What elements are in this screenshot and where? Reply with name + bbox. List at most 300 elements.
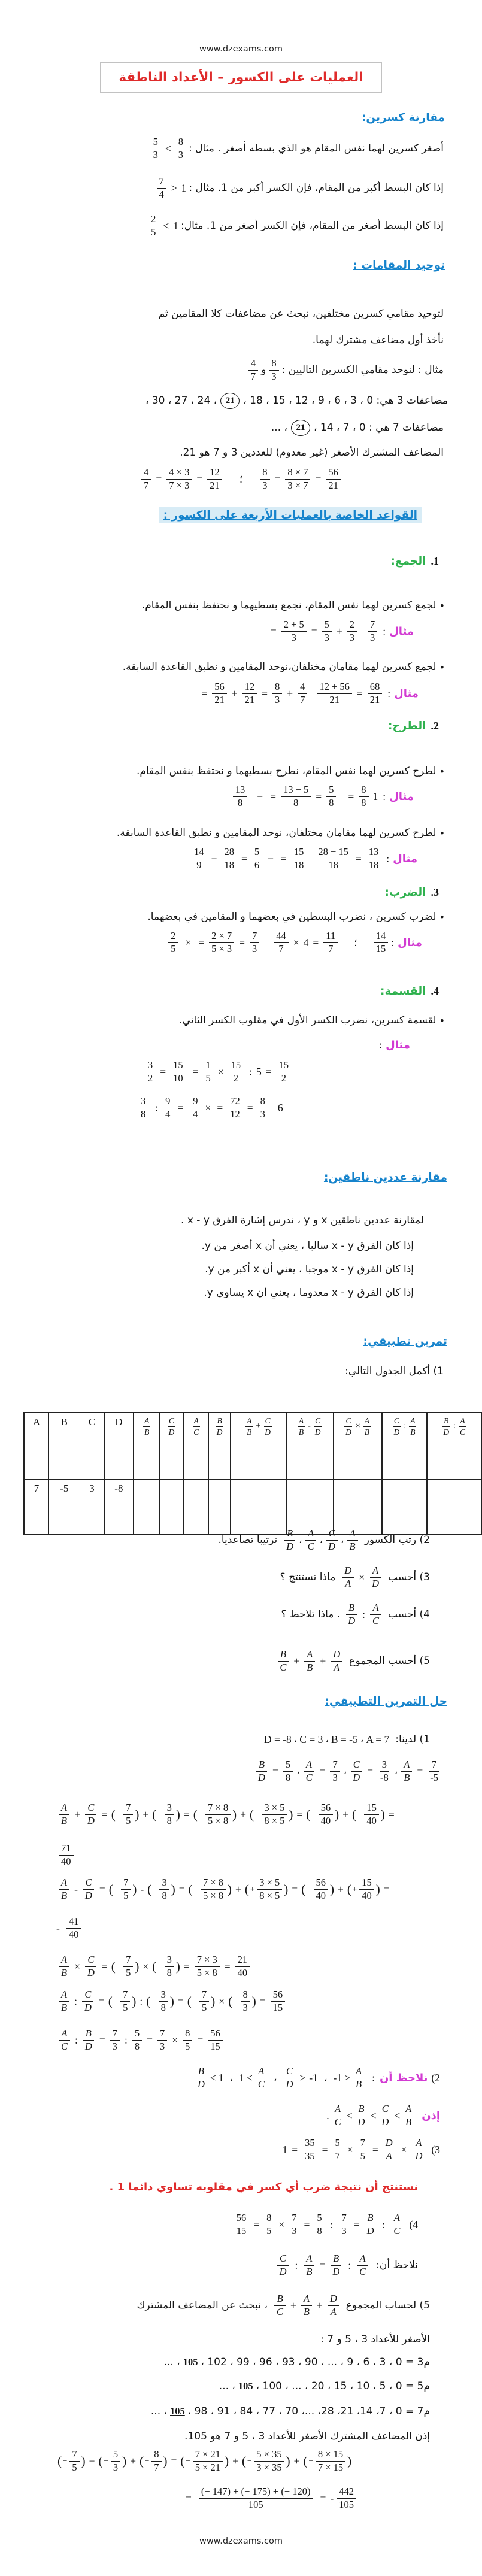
math-text: < <box>210 2071 216 2084</box>
fraction <box>159 1989 168 2014</box>
math-line <box>135 2293 431 2318</box>
fraction <box>392 1416 402 1437</box>
fraction-numerator: 5 × 35 <box>254 2449 284 2462</box>
math-line <box>279 1565 431 1590</box>
bullet-line <box>122 660 445 675</box>
close-paren: ) <box>135 1807 140 1822</box>
operator: = <box>320 2492 326 2504</box>
table-cell <box>80 1480 104 1535</box>
operator: × <box>219 1995 225 2007</box>
fraction <box>83 2028 95 2053</box>
fraction <box>281 619 307 644</box>
spacer <box>278 1540 282 1541</box>
operator: : <box>75 2033 78 2046</box>
math-text: > <box>299 2071 306 2084</box>
arabic-text: إذا كان الفرق x - y معدوما ، يعني أن x يساوي y. <box>204 1287 414 1299</box>
math-line <box>280 1602 431 1627</box>
fraction-denominator: C <box>393 2225 401 2236</box>
arabic-text: . ماذا تلاحظ ؟ <box>281 1608 341 1621</box>
operator: + <box>231 687 238 699</box>
circled-number: 21 <box>291 420 310 436</box>
fraction-numerator: C <box>351 1759 362 1772</box>
operator: × <box>217 1065 224 1078</box>
fraction <box>228 1096 242 1120</box>
fraction <box>339 2213 348 2237</box>
fraction-numerator: A <box>193 1416 200 1427</box>
fraction <box>378 1759 391 1784</box>
fraction <box>256 2066 267 2090</box>
arabic-text: لقسمة كسرين، نضرب الكسر الأول في مقلوب الكسر الثاني. <box>179 1014 436 1026</box>
math-text: (3 <box>431 2143 440 2156</box>
fraction <box>145 1060 155 1084</box>
operator: : <box>362 1608 366 1620</box>
fraction <box>199 1989 209 2014</box>
fraction-denominator: 4 <box>193 1108 198 1120</box>
fraction-denominator: C <box>280 1661 287 1673</box>
section-heading: توحيد المقامات : <box>353 259 445 272</box>
arabic-text: 2) رتب الكسور <box>364 1534 430 1547</box>
table-header-cell <box>382 1413 428 1480</box>
block-row <box>57 2028 225 2053</box>
fraction <box>120 1989 130 2014</box>
open-paren: ( <box>98 2453 103 2468</box>
math-line <box>325 2104 441 2128</box>
spacer <box>387 631 388 632</box>
fraction-numerator: 28 − 15 <box>316 847 351 859</box>
block-p <box>157 307 445 322</box>
fraction <box>157 2028 167 2053</box>
spacer <box>387 796 388 797</box>
fraction-numerator: C <box>264 1416 272 1427</box>
header-content <box>335 1416 381 1437</box>
operator: = <box>177 1995 184 2007</box>
open-paren: ( <box>57 2453 62 2468</box>
fraction <box>379 2104 391 2128</box>
parenthesized-fraction <box>250 1802 293 1827</box>
fraction-denominator: 4 <box>159 188 164 200</box>
fraction-denominator: 6 <box>254 859 260 871</box>
operator: = <box>217 1101 223 1114</box>
block-row <box>231 784 415 809</box>
fraction <box>428 1759 441 1784</box>
fraction-numerator: A <box>409 1416 416 1427</box>
math-text: ؛ <box>239 472 243 485</box>
math-text: C = 3 <box>299 1733 323 1745</box>
fraction <box>383 2138 395 2162</box>
sign: − <box>311 1810 316 1819</box>
arabic-text: 5) لحساب المجموع <box>345 2299 430 2312</box>
fraction-numerator: B <box>442 1416 450 1427</box>
spacer <box>269 2305 272 2306</box>
arabic-text: 1) أكمل الجدول التالي: <box>345 1365 444 1377</box>
fraction-denominator: D <box>381 2116 389 2128</box>
fraction-denominator: 8 <box>317 2225 322 2236</box>
open-paren: ( <box>147 1881 152 1896</box>
fraction-numerator: 15 <box>292 847 307 859</box>
spacer <box>339 942 353 943</box>
fraction <box>157 176 166 201</box>
cell-value: -8 <box>114 1483 123 1494</box>
section-name: القسمة: <box>380 985 426 998</box>
fraction-numerator: 8 <box>260 467 269 480</box>
operator: = <box>160 1065 166 1078</box>
fraction-numerator: 56 <box>208 2028 223 2041</box>
spacer <box>315 2498 317 2499</box>
arabic-text: ، <box>299 1534 302 1547</box>
fraction-numerator: 44 <box>274 931 289 943</box>
fraction-denominator: 21 <box>214 693 225 705</box>
fraction <box>69 2449 79 2474</box>
fraction-denominator: D <box>372 1577 380 1589</box>
operator: = <box>171 2454 177 2467</box>
spacer <box>180 942 182 943</box>
fraction-denominator: 4 <box>165 1108 171 1120</box>
block-row <box>217 1528 431 1553</box>
fraction <box>323 931 338 955</box>
open-paren: ( <box>244 1881 249 1896</box>
fraction-numerator: C <box>326 1528 338 1541</box>
fraction-denominator: B <box>405 2116 412 2128</box>
header-content <box>135 1416 159 1437</box>
block-sec <box>380 985 439 998</box>
arabic-text: ، <box>296 1765 300 1778</box>
block-h <box>362 111 445 124</box>
close-paren: ) <box>284 1881 289 1896</box>
fraction <box>317 681 352 706</box>
fraction <box>192 847 207 871</box>
math-text: 1 <box>282 2143 288 2156</box>
bullet-icon: • <box>439 1014 445 1026</box>
arabic-text: ، <box>394 1765 398 1778</box>
fraction-numerator: 13 <box>366 847 381 859</box>
fraction <box>284 1528 296 1553</box>
fraction-denominator: D <box>332 2265 340 2277</box>
operator: = <box>319 2259 326 2271</box>
math-text: ؛ <box>354 936 357 948</box>
arabic-text: لجمع كسرين لهما مقامان مختلفان،نوحد المقامين و نطبق القاعدة السابقة. <box>122 661 436 673</box>
fraction-denominator: 5 <box>72 2461 77 2473</box>
fraction-denominator: 5 × 3 <box>211 942 232 954</box>
table-cell <box>286 1480 333 1535</box>
operator: = <box>367 1765 374 1777</box>
fraction-denominator: B <box>410 1427 416 1437</box>
block-row <box>57 1877 393 1902</box>
fraction-denominator: B <box>247 1427 252 1437</box>
section-number: 2. <box>431 720 439 732</box>
fraction-numerator: 7 <box>110 2028 120 2041</box>
operator: = <box>239 936 245 948</box>
fraction <box>159 1877 169 1902</box>
math-text: -1 <box>309 2071 318 2084</box>
math-text: : <box>379 1039 383 1051</box>
fraction-denominator: 3 <box>341 2225 347 2236</box>
arabic-text: لجمع كسرين لهما نفس المقام، نجمع بسطيهما و نحتفظ بنفس المقام. <box>141 599 436 611</box>
page-title: العمليات على الكسور – الأعداد الناطقة <box>119 70 363 85</box>
text-line <box>311 333 445 348</box>
math-text: : <box>383 625 386 637</box>
fraction <box>401 1759 412 1784</box>
close-paren: ) <box>380 1807 385 1822</box>
operator: = <box>192 1065 199 1078</box>
operator: × <box>293 936 299 948</box>
fraction-numerator: 12 <box>242 681 257 694</box>
parenthesized-fraction <box>98 2449 126 2474</box>
parenthesized-fraction <box>301 1877 334 1902</box>
operator: = <box>348 790 354 802</box>
fraction <box>252 847 262 871</box>
fraction-denominator: C <box>61 2040 68 2052</box>
fraction-denominator: 15 <box>375 942 386 954</box>
fraction <box>359 784 368 809</box>
operator: = <box>319 1765 326 1777</box>
fraction-numerator: 5 <box>326 784 336 797</box>
arabic-text: 4) أحسب <box>388 1608 430 1621</box>
math-line <box>150 2404 431 2419</box>
cell-value: 7 <box>34 1483 40 1494</box>
fraction <box>235 1954 250 1979</box>
block-p <box>178 446 445 460</box>
fraction-denominator: 21 <box>369 693 380 705</box>
fraction-denominator: 5 <box>171 942 176 954</box>
fraction-denominator: 3 <box>292 2225 297 2236</box>
block-sec <box>390 555 439 568</box>
fraction <box>59 2028 70 2053</box>
fraction-numerator: 7 <box>121 1877 131 1890</box>
fraction-denominator: 40 <box>237 1966 248 1978</box>
parenthesized-fraction <box>140 2449 168 2474</box>
text-line <box>344 1364 445 1379</box>
fraction <box>183 2028 192 2053</box>
fraction <box>272 681 282 706</box>
fraction-denominator: 2 <box>281 1072 286 1084</box>
fraction-denominator: 3 <box>252 942 257 954</box>
sign: − <box>308 2456 313 2466</box>
fraction-numerator: A <box>298 1416 305 1427</box>
fraction-denominator: 7 <box>144 479 149 491</box>
fraction-denominator: D <box>348 1614 356 1626</box>
fraction-denominator: B <box>61 1889 68 1901</box>
fraction-denominator: 3 <box>178 149 183 160</box>
text-line <box>319 2332 431 2347</box>
fraction <box>254 2449 284 2474</box>
operator: = <box>183 1808 190 1820</box>
bullet-icon: • <box>439 661 445 673</box>
block-row <box>378 1039 411 1051</box>
fraction-numerator: 5 <box>252 847 262 859</box>
fraction-denominator: -5 <box>430 1771 438 1783</box>
close-paren: ) <box>251 1993 256 2008</box>
fraction-numerator: B <box>346 1602 357 1615</box>
open-paren: ( <box>111 1959 116 1974</box>
header-content <box>105 1416 133 1428</box>
fraction <box>304 1759 315 1784</box>
block-row <box>263 1732 431 1747</box>
table-header-cell <box>104 1413 134 1480</box>
block-url <box>0 2536 482 2546</box>
close-paren: ) <box>132 1993 137 2008</box>
header-content <box>185 1416 208 1437</box>
fraction-denominator: 21 <box>244 693 255 705</box>
arabic-text: و <box>261 364 266 377</box>
fraction-denominator: D <box>286 1540 294 1552</box>
fraction-numerator: B <box>356 2104 366 2116</box>
operator: = <box>270 790 276 802</box>
sign: + <box>250 1884 255 1894</box>
section-heading: حل التمرين التطبيقي: <box>325 1695 447 1708</box>
fraction-denominator: 21 <box>329 693 339 705</box>
section-heading: القواعد الخاصة بالعمليات الأربعة على الكسور : <box>159 507 422 523</box>
fraction <box>250 931 259 955</box>
open-paren: ( <box>187 1993 192 2008</box>
fraction-numerator: A <box>370 1602 381 1615</box>
arabic-text: م5 = 0 ، 5 ، 10 ، 15 ، 20 ، ... ، 100 ، <box>256 2380 430 2392</box>
math-line <box>183 2486 358 2511</box>
open-paren: ( <box>193 1807 198 1822</box>
spacer <box>354 2265 355 2266</box>
fraction-denominator: 105 <box>248 2498 263 2510</box>
block-p <box>344 1364 445 1379</box>
operator: × <box>278 2218 285 2230</box>
table-header-cell <box>334 1413 382 1480</box>
fraction <box>441 1416 451 1437</box>
fraction-denominator: 5 × 21 <box>195 2461 221 2473</box>
spacer <box>341 2305 345 2306</box>
math-line <box>163 2355 431 2370</box>
fraction-denominator: D <box>357 2116 365 2128</box>
block-row <box>190 847 419 871</box>
math-text: 1 <box>181 181 187 194</box>
fraction-denominator: 7 <box>328 942 334 954</box>
block-p <box>204 1262 415 1277</box>
underlined-number: 105 <box>170 2405 185 2417</box>
fraction-denominator: 40 <box>320 1814 331 1826</box>
fraction <box>408 1416 417 1437</box>
fraction-numerator: 8 <box>272 681 282 694</box>
fraction-numerator: 5 <box>332 2138 342 2150</box>
math-group <box>348 1759 393 1784</box>
fraction <box>204 1060 213 1084</box>
fraction-numerator: 21 <box>235 1954 250 1967</box>
section-number: 1. <box>431 555 439 567</box>
sign: − <box>357 1810 362 1819</box>
math-line <box>193 2066 441 2090</box>
fraction-denominator: 8 <box>160 2001 166 2013</box>
fraction-denominator: 3 <box>271 370 277 382</box>
sign: − <box>114 1884 119 1894</box>
fraction-numerator: 7 <box>120 1989 130 2002</box>
fraction-numerator: (− 147) + (− 175) + (− 120) <box>199 2486 313 2499</box>
table-cell <box>104 1480 134 1535</box>
fraction-denominator: 5 <box>126 1966 131 1978</box>
fraction <box>141 467 151 492</box>
fraction <box>319 1802 334 1827</box>
fraction-numerator: 3 <box>165 1802 174 1815</box>
sign: − <box>192 1996 198 2006</box>
fraction-denominator: C <box>372 1614 380 1626</box>
block-url <box>0 44 482 54</box>
spacer <box>383 1614 387 1615</box>
operator: + <box>232 2454 238 2467</box>
fraction-denominator: 5 <box>266 2225 272 2236</box>
numbered-section <box>380 985 439 998</box>
math-text: ، <box>229 2071 234 2084</box>
fraction-numerator: A <box>357 2253 368 2266</box>
example-label: مثال <box>389 625 414 638</box>
operator: + <box>336 625 342 637</box>
fraction-numerator: 7 × 21 <box>193 2449 223 2462</box>
block-row <box>57 2449 352 2474</box>
arabic-text: ، <box>343 1765 347 1778</box>
fraction-denominator: 3 <box>159 2040 165 2052</box>
fraction-denominator: D <box>415 2150 423 2162</box>
fraction-denominator: 3 <box>349 631 354 643</box>
section-heading: مقارنة كسرين: <box>361 111 445 124</box>
fraction-numerator: 2 <box>168 931 178 943</box>
fraction-numerator: 56 <box>234 2213 249 2225</box>
math-line <box>155 176 445 201</box>
fraction-denominator: C <box>307 1540 314 1552</box>
sign: − <box>153 1884 157 1894</box>
fraction <box>370 1602 381 1627</box>
block-bullet <box>141 598 445 613</box>
fraction-denominator: 8 <box>162 1889 167 1901</box>
block-row <box>270 420 445 436</box>
operator: = <box>311 625 317 637</box>
fraction-denominator: D <box>84 1889 92 1901</box>
fraction-denominator: 15 <box>210 2040 220 2052</box>
arabic-text: ، ... <box>163 2356 180 2368</box>
fraction-numerator: 56 <box>212 681 227 694</box>
close-paren: ) <box>286 2453 290 2468</box>
operator: = <box>372 2143 378 2156</box>
math-line <box>217 1528 431 1553</box>
operator: + <box>293 1654 300 1667</box>
arabic-text: مضاعفات 7 هي : 0 ، 7 ، 14 ، <box>313 422 444 434</box>
fraction-numerator: 56 <box>314 1877 329 1890</box>
fraction-denominator: 18 <box>224 859 234 871</box>
sign: − <box>116 1810 122 1819</box>
fraction-numerator: B <box>216 1416 223 1427</box>
fraction-numerator: 9 <box>163 1096 172 1108</box>
table-cell <box>134 1480 160 1535</box>
math-line <box>137 1096 284 1120</box>
fraction-numerator: 15 <box>229 1060 244 1072</box>
fraction <box>301 2293 312 2318</box>
fraction-denominator: 3 <box>291 631 296 643</box>
math-text: : <box>386 852 390 865</box>
fraction-denominator: A <box>330 2305 337 2317</box>
fraction-denominator: 7 <box>335 2150 340 2162</box>
bullet-line <box>135 764 445 779</box>
operator: = <box>147 2033 153 2046</box>
block-row <box>280 1602 431 1627</box>
spacer <box>359 631 366 632</box>
fraction-denominator: B <box>61 2001 68 2013</box>
open-paren: ( <box>139 2453 144 2468</box>
bullet-icon: • <box>439 765 445 777</box>
parenthesized-fraction <box>245 1877 288 1902</box>
math-line <box>270 420 445 436</box>
block-sec <box>384 886 439 899</box>
fraction-numerator: 15 <box>277 1060 292 1072</box>
table-cell <box>48 1480 80 1535</box>
fraction-numerator: A <box>304 1649 315 1662</box>
math-line <box>247 358 445 383</box>
math-line <box>140 467 342 492</box>
fraction-denominator: 3 <box>112 2040 117 2052</box>
block-h <box>353 259 445 272</box>
operator: = <box>313 936 319 948</box>
